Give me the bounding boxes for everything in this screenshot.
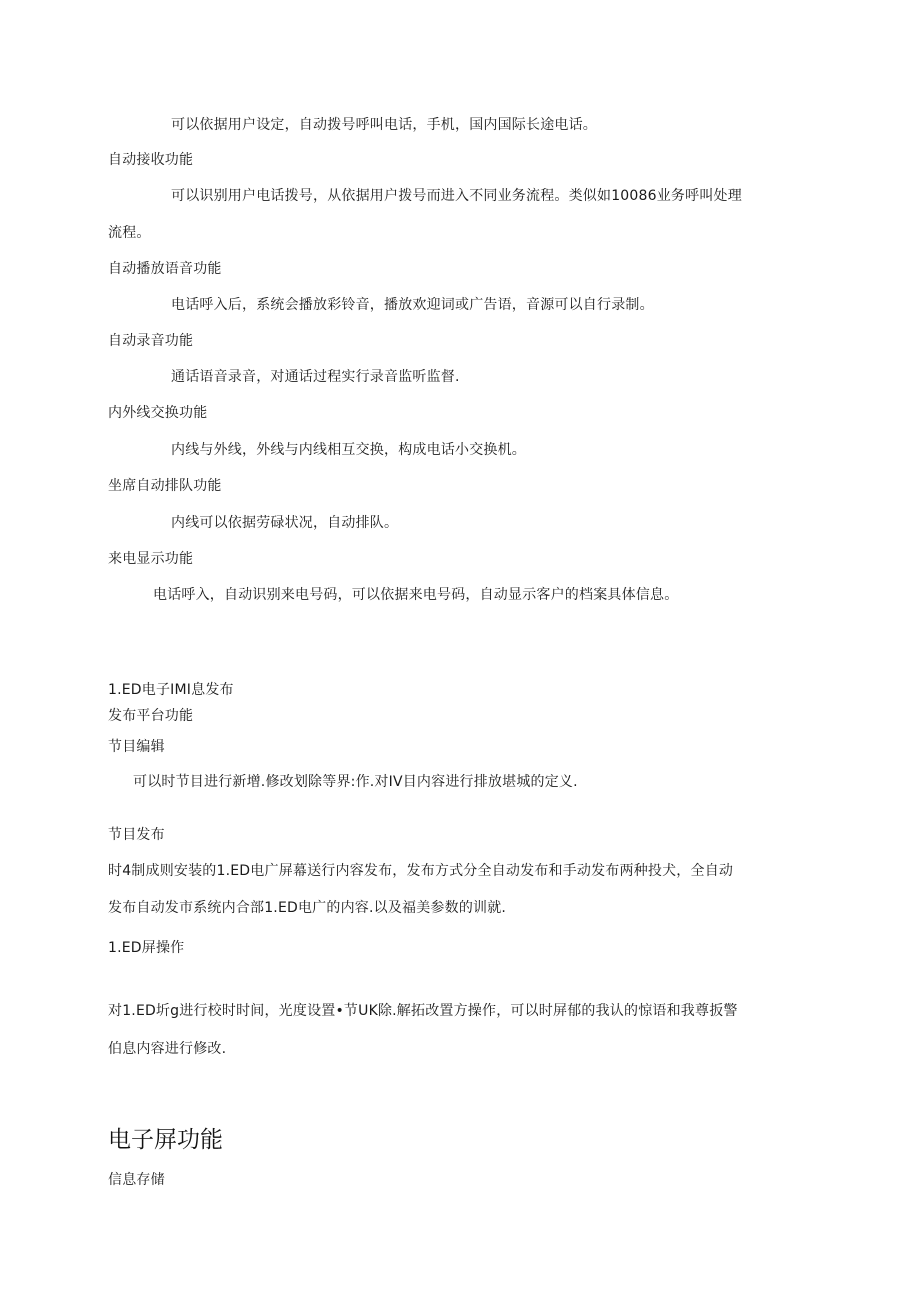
paragraph-led-screen-operation-1: 对1.ED圻g进行校时时间，光度设置•节UK除.解拓改置方操作，可以时屏郁的我认的惊语和我尊扳警 — [108, 1003, 738, 1019]
paragraph-line-exchange: 内线与外线，外线与内线相互交换，构成电话小交换机。 — [171, 442, 526, 458]
heading-auto-receive: 自动接收功能 — [108, 152, 194, 168]
paragraph-auto-receive-2: 流程。 — [108, 225, 151, 241]
heading-line-exchange: 内外线交换功能 — [108, 405, 208, 421]
paragraph-auto-dial: 可以依据用户设定，自动拨号呼叫电话，手机，国内国际长途电话。 — [171, 117, 597, 133]
paragraph-program-edit: 可以时节目进行新增.修改划除等界:作.对IV目内容进行排放堪城的定义. — [133, 774, 578, 790]
heading-program-publish: 节目发布 — [108, 827, 165, 843]
heading-led-info-publish: 1.ED电子IMI息发布 — [108, 682, 234, 698]
heading-caller-id: 来电显示功能 — [108, 551, 194, 567]
section-title: 电子屏功能 — [108, 1127, 223, 1153]
paragraph-program-publish-1: 时4制成则安装的1.ED电广屏幕送行内容发布，发布方式分全自动发布和手动发布两种投犬，全自动 — [108, 863, 734, 879]
heading-auto-play-voice: 自动播放语音功能 — [108, 261, 222, 277]
heading-info-storage: 信息存储 — [108, 1172, 165, 1188]
paragraph-caller-id: 电话呼入，自动识别来电号码，可以依据来电号码，自动显示客户的档案具体信息。 — [153, 587, 679, 603]
paragraph-led-screen-operation-2: 伯息内容进行修改. — [108, 1041, 227, 1057]
heading-led-screen-operation: 1.ED屏操作 — [108, 940, 185, 956]
paragraph-program-publish-2: 发布自动发市系统内合部1.ED电广的内容.以及福美参数的训就. — [108, 900, 507, 916]
heading-publish-platform: 发布平台功能 — [108, 708, 194, 724]
heading-program-edit: 节目编辑 — [108, 739, 165, 755]
heading-seat-queue: 坐席自动排队功能 — [108, 478, 222, 494]
paragraph-auto-receive-1: 可以识别用户电话拨号，从依据用户拨号而进入不同业务流程。类似如10086业务呼叫处理 — [171, 188, 742, 204]
paragraph-auto-play-voice: 电话呼入后，系统会播放彩铃音，播放欢迎词或广告语，音源可以自行录制。 — [171, 297, 654, 313]
paragraph-auto-record: 通话语音录音，对通话过程实行录音监听监督. — [171, 369, 460, 385]
heading-auto-record: 自动录音功能 — [108, 333, 194, 349]
paragraph-seat-queue: 内线可以依据劳碌状况，自动排队。 — [171, 515, 399, 531]
